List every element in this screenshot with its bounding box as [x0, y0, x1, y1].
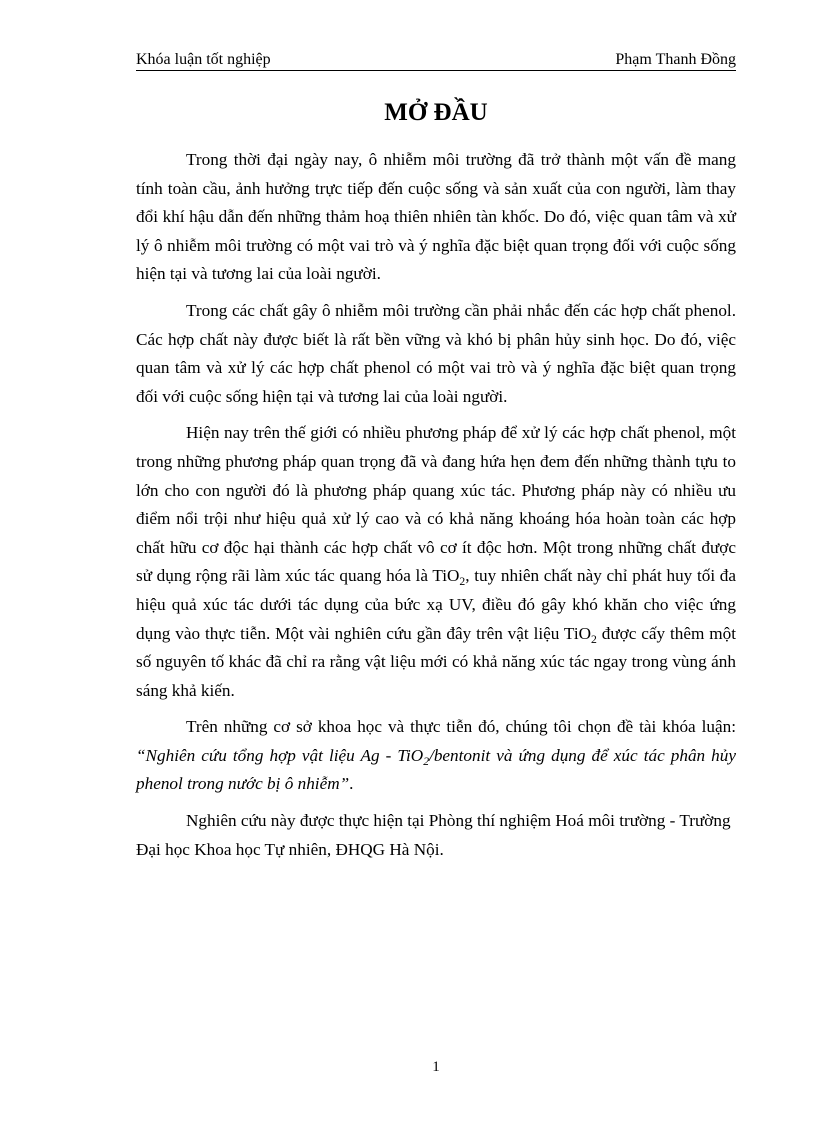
page-header	[136, 50, 736, 71]
document-body	[136, 146, 736, 872]
thesis-title-a: “Nghiên cứu tổng hợp vật liệu Ag - TiO	[136, 745, 424, 765]
paragraph-3-text-a: Hiện nay trên thế giới có nhiều phương pháp để xử lý các hợp chất phenol, một trong những phương pháp quan trọng đã và đang hứa hẹn đem đến những thành tựu to lớn cho con người đó là phương pháp quang xúc tác. Phương pháp này có nhiều ưu điểm nổi trội như hiệu quả xử lý cao và có khả năng khoáng hóa hoàn toàn các hợp chất hữu cơ độc hại thành các hợp chất vô cơ ít độc hơn. Một trong những chất được sử dụng rộng rãi làm xúc tác quang hóa là TiO	[136, 423, 736, 586]
paragraph-3	[136, 419, 736, 705]
paragraph-2: Trong các chất gây ô nhiễm môi trường cần phải nhắc đến các hợp chất phenol. Các hợp chất này được biết là rất bền vững và khó bị phân hủy sinh học. Do đó, việc quan tâm và xử lý các hợp chất phenol có một vai trò và ý nghĩa đặc biệt quan trọng đối với cuộc sống hiện tại và tương lai của loài người.	[136, 300, 736, 406]
paragraph-1: Trong thời đại ngày nay, ô nhiễm môi trường đã trở thành một vấn đề mang tính toàn cầu, ảnh hưởng trực tiếp đến cuộc sống và sản xuất của con người, làm thay đổi khí hậu dẫn đến những thảm hoạ thiên nhiên tàn khốc. Do đó, việc quan tâm và xử lý ô nhiễm môi trường có một vai trò và ý nghĩa đặc biệt quan trọng đối với cuộc sống hiện tại và tương lai của loài người.	[136, 150, 736, 284]
subscript-2: 2	[423, 754, 430, 768]
subscript-2: 2	[591, 632, 597, 646]
paragraph-3-text-c: được cấy thêm một số nguyên tố khác đã chỉ ra rằng vật liệu mới có khả năng xúc tác ngay trong vùng ánh sáng khả kiến.	[136, 623, 737, 700]
paragraph-5: Nghiên cứu này được thực hiện tại Phòng thí nghiệm Hoá môi trường - Trường Đại học Khoa học Tự nhiên, ĐHQG Hà Nội.	[136, 811, 731, 859]
paragraph-4-end: .	[349, 774, 354, 794]
thesis-title-b: /bentonit và ứng dụng để xúc tác phân hủy phenol trong nước bị ô nhiễm”	[136, 745, 737, 794]
header-author-name: Phạm Thanh Đồng	[615, 51, 736, 68]
page-title: MỞ ĐẦU	[384, 99, 488, 126]
paragraph-3-text-b: , tuy nhiên chất này chỉ phát huy tối đa hiệu quả xúc tác dưới tác dụng của bức xạ UV, điều đó gây khó khăn cho việc ứng dụng vào thực tiễn. Một vài nghiên cứu gần đây trên vật liệu TiO	[136, 566, 736, 643]
paragraph-4-intro: Trên những cơ sở khoa học và thực tiễn đó, chúng tôi chọn đề tài khóa luận:	[186, 717, 736, 737]
paragraph-4	[136, 713, 736, 799]
page-number: 1	[432, 1059, 440, 1075]
subscript-2: 2	[459, 575, 466, 589]
header-thesis-label: Khóa luận tốt nghiệp	[136, 51, 271, 68]
